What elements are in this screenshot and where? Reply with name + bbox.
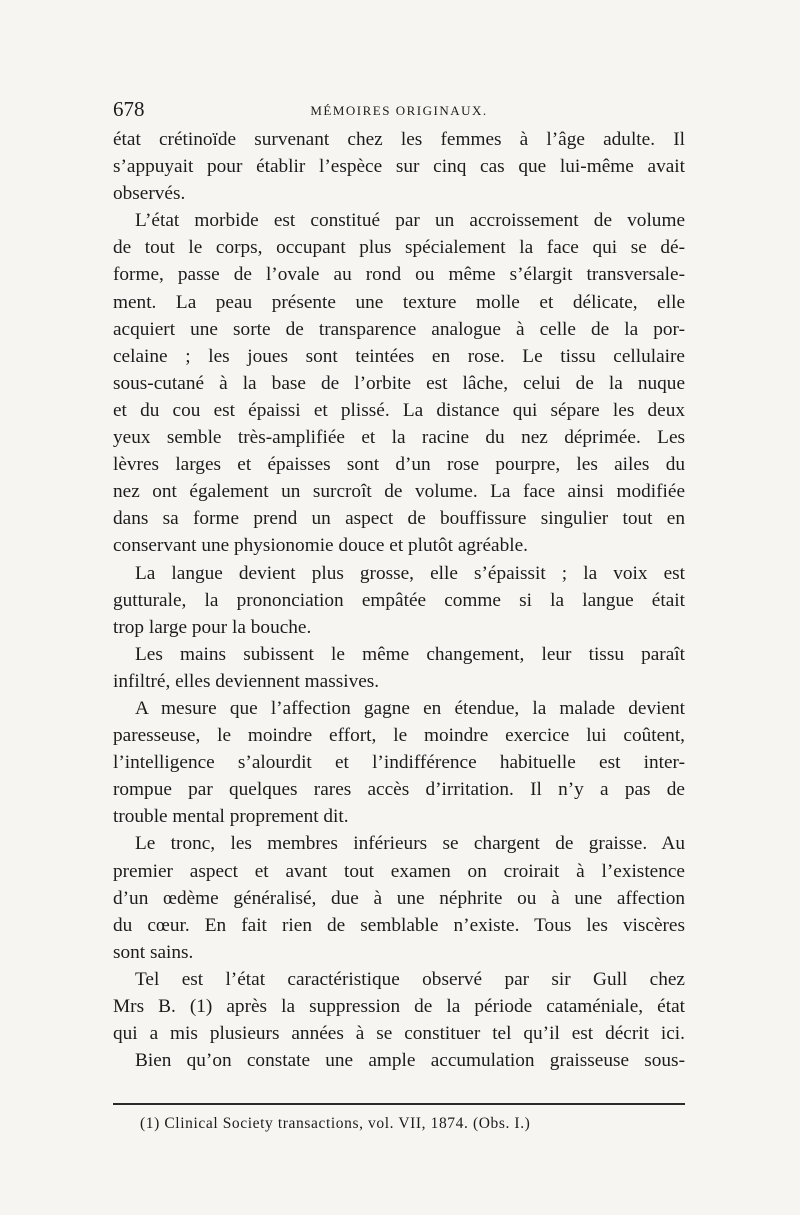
text-line: ment. La peau présente une texture molle et délicate, elle — [113, 291, 685, 313]
text-line: trouble mental proprement dit. — [113, 806, 349, 828]
text-line: de tout le corps, occupant plus spécialement la face qui se dé- — [113, 237, 685, 259]
page-header — [113, 97, 685, 125]
text-line: Tel est l’état caractéristique observé par sir Gull chez — [135, 968, 685, 990]
text-line: et du cou est épaissi et plissé. La distance qui sépare les deux — [113, 399, 685, 421]
text-line: conservant une physionomie douce et plutôt agréable. — [113, 535, 528, 557]
text-line: A mesure que l’affection gagne en étendue, la malade devient — [135, 697, 685, 719]
text-line: qui a mis plusieurs années à se constituer tel qu’il est décrit ici. — [113, 1023, 685, 1045]
text-line: forme, passe de l’ovale au rond ou même s’élargit transversale- — [113, 264, 685, 286]
text-line: L’état morbide est constitué par un accroissement de volume — [135, 210, 685, 232]
text-line: acquiert une sorte de transparence analogue à celle de la por- — [113, 318, 685, 340]
text-line: Mrs B. (1) après la suppression de la période cataméniale, état — [113, 996, 685, 1017]
footnote-divider — [113, 1103, 685, 1105]
text-line: nez ont également un surcroît de volume. La face ainsi modifiée — [113, 481, 685, 503]
text-line: La langue devient plus grosse, elle s’épaissit ; la voix est — [135, 562, 685, 584]
body-text — [113, 126, 685, 1074]
text-line: trop large pour la bouche. — [113, 616, 312, 638]
text-line: s’appuyait pour établir l’espèce sur cinq cas que lui-même avait — [113, 156, 685, 178]
text-line: celaine ; les joues sont teintées en rose. Le tissu cellulaire — [113, 345, 685, 367]
text-line: observés. — [113, 183, 186, 205]
text-line: gutturale, la prononciation empâtée comme si la langue était — [113, 589, 685, 611]
text-line: lèvres larges et épaisses sont d’un rose pourpre, les ailes du — [113, 454, 685, 476]
text-line: Le tronc, les membres inférieurs se chargent de graisse. Au — [135, 833, 685, 855]
text-line: Bien qu’on constate une ample accumulation graisseuse sous- — [135, 1050, 685, 1072]
text-line: premier aspect et avant tout examen on croirait à l’existence — [113, 860, 685, 882]
text-line: rompue par quelques rares accès d’irritation. Il n’y a pas de — [113, 779, 685, 801]
text-line: d’un œdème généralisé, due à une néphrite ou à une affection — [113, 887, 685, 909]
page-number: 678 — [113, 97, 145, 121]
footnote: (1) Clinical Society transactions, vol. VII, 1874. (Obs. I.) — [140, 1115, 531, 1132]
text-line: paresseuse, le moindre effort, le moindre exercice lui coûtent, — [113, 725, 685, 747]
text-line: Les mains subissent le même changement, leur tissu paraît — [135, 643, 685, 665]
running-title: MÉMOIRES ORIGINAUX. — [310, 103, 488, 118]
text-line: du cœur. En fait rien de semblable n’existe. Tous les viscères — [113, 914, 685, 936]
text-line: état crétinoïde survenant chez les femmes à l’âge adulte. Il — [113, 129, 685, 150]
text-line: sont sains. — [113, 941, 194, 963]
text-line: dans sa forme prend un aspect de bouffissure singulier tout en — [113, 508, 685, 530]
text-line: l’intelligence s’alourdit et l’indifférence habituelle est inter- — [113, 752, 685, 774]
text-line: yeux semble très-amplifiée et la racine du nez déprimée. Les — [113, 427, 685, 449]
text-line: sous-cutané à la base de l’orbite est lâche, celui de la nuque — [113, 372, 685, 394]
text-line: infiltré, elles deviennent massives. — [113, 670, 380, 692]
